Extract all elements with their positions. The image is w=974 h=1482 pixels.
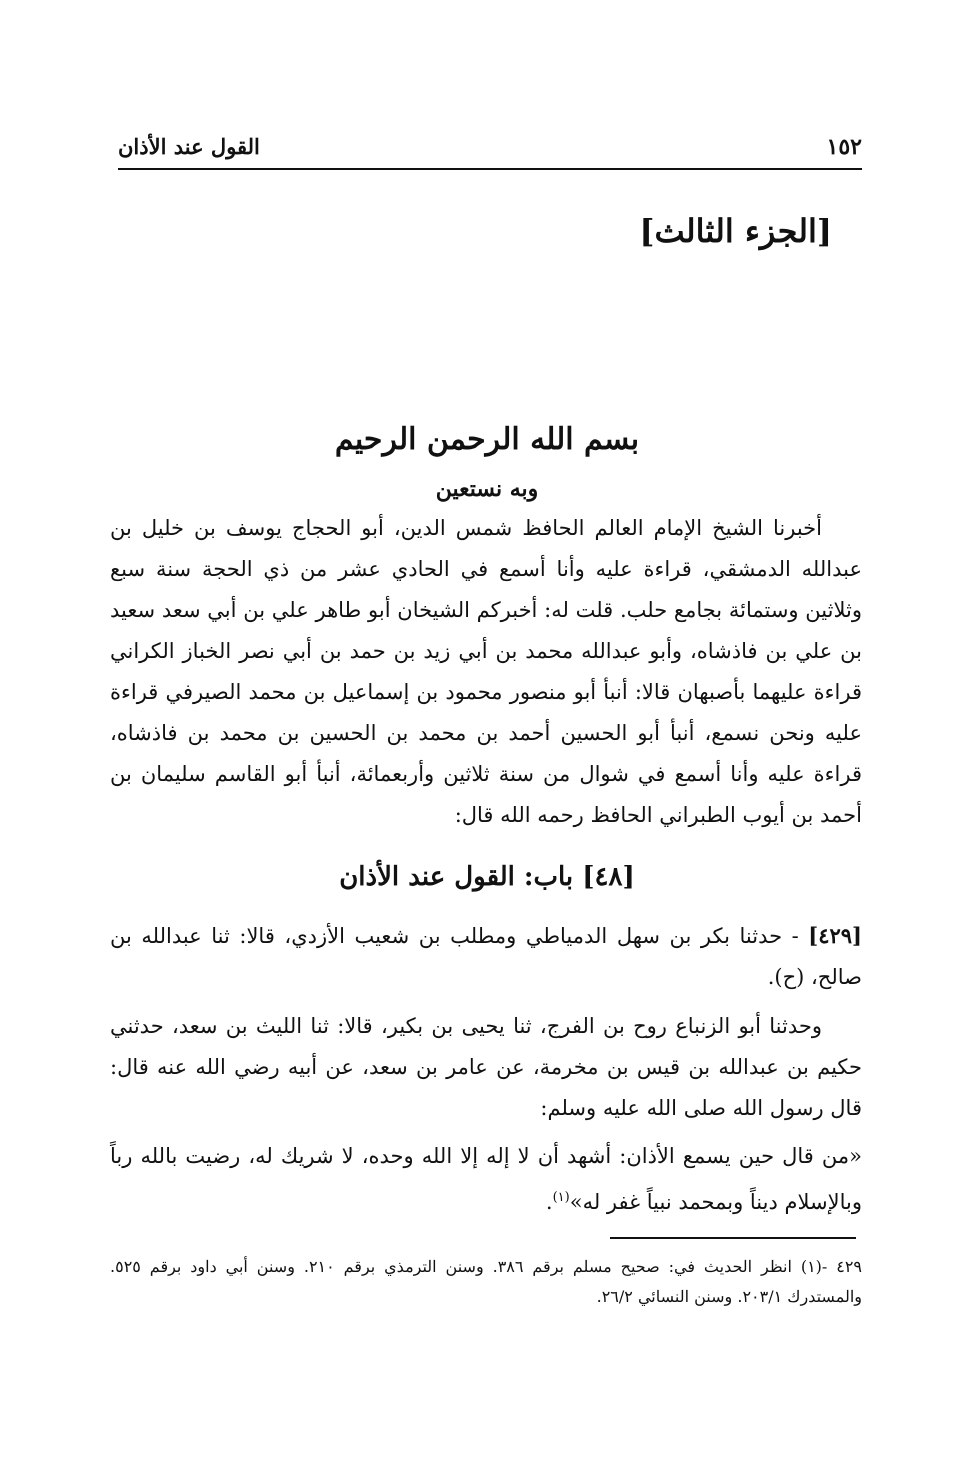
isnad-paragraph: أخبرنا الشيخ الإمام العالم الحافظ شمس الدين، أبو الحجاج يوسف بن خليل بن عبدالله الدمشقي، قراءة عليه وأنا أسمع في الحادي عشر من ذي الحجة سنة سبع وثلاثين وستمائة بجامع حلب. قلت له: أخبركم الشيخان أبو طاهر علي بن أبي سعد سعيد بن علي بن فاذشاه، وأبو عبدالله محمد بن أبي زيد بن حمد بن أبي نصر الخباز الكراني قراءة عليهما بأصبهان قالا: أنبأ أبو منصور محمود بن إسماعيل بن محمد الصيرفي قراءة عليه ونحن نسمع، أنبأ أبو الحسين أحمد بن محمد بن الحسين بن محمد بن فاذشاه، قراءة عليه وأنا أسمع في شوال من سنة ثلاثين وأربعمائة، أنبأ أبو القاسم سليمان بن أحمد بن أيوب الطبراني الحافظ رحمه الله قال: — [110, 516, 862, 827]
part-title: [الجزء الثالث] — [639, 212, 832, 250]
hadith-matn-text: «من قال حين يسمع الأذان: أشهد أن لا إله إلا الله وحده، لا شريك له، رضيت بالله رباً وبالإسلام ديناً وبمحمد نبياً غفر له» — [110, 1144, 862, 1214]
chapter-heading: [٤٨] باب: القول عند الأذان — [339, 862, 635, 892]
basmala: بسم الله الرحمن الرحيم — [334, 422, 640, 457]
hadith-number: [٤٢٩] — [808, 923, 862, 948]
hadith-paragraph-1 — [110, 915, 862, 998]
hadith-paragraph-2: وحدثنا أبو الزنباع روح بن الفرج، ثنا يحيى بن بكير، قالا: ثنا الليث بن سعد، حدثني حكيم بن عبدالله بن قيس بن مخرمة، عن عامر بن سعد، عن أبيه رضي الله عنه قال: قال رسول الله صلى الله عليه وسلم: — [110, 1014, 862, 1120]
footnote: ٤٢٩ -(١) انظر الحديث في: صحيح مسلم برقم ٣٨٦. وسنن الترمذي برقم ٢١٠. وسنن أبي داود برقم ٥٢٥. والمستدرك ٢٠٣/١. وسنن النسائي ٢٦/٢. — [110, 1257, 863, 1306]
hadith-matn-end: . — [545, 1190, 553, 1214]
running-title: القول عند الأذان — [118, 134, 260, 159]
hadith-matn — [110, 1136, 862, 1223]
footnote-reference: (١) — [552, 1190, 570, 1205]
running-header — [118, 132, 862, 166]
header-rule — [118, 168, 862, 170]
hadith-paragraph-1-text: - حدثنا بكر بن سهل الدمياطي ومطلب بن شعيب الأزدي، قالا: ثنا عبدالله بن صالح، (ح). — [110, 924, 862, 989]
page-number: ١٥٢ — [826, 134, 862, 160]
footnote-rule — [610, 1237, 856, 1239]
subline: وبه نستعين — [435, 476, 539, 502]
